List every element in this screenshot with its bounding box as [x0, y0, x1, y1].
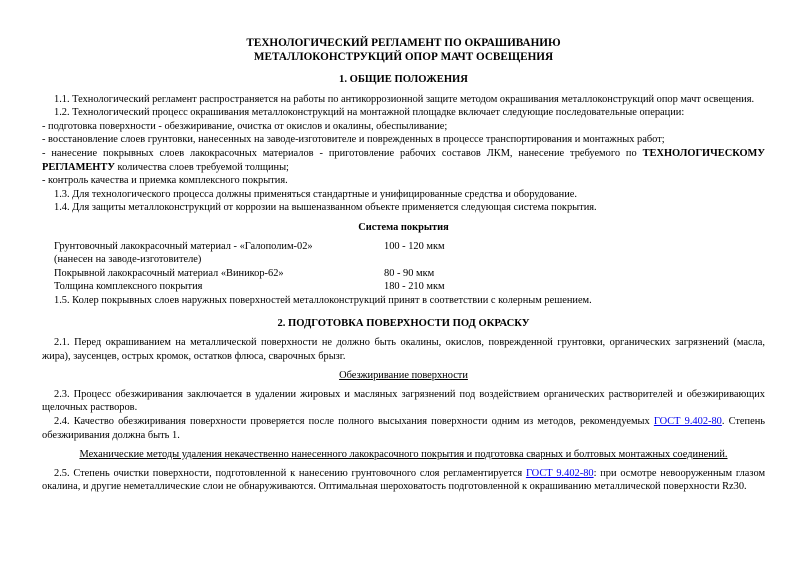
system-row-value: 100 - 120 мкм	[384, 240, 445, 252]
list-item-4: - контроль качества и приемка комплексного покрытия.	[42, 175, 288, 187]
system-row-name: Толщина комплексного покрытия	[54, 281, 203, 293]
list-item-3-bold: ТЕХНОЛОГИЧЕСКОМУ РЕГЛАМЕНТУ	[42, 147, 765, 173]
mechanical-methods-heading: Механические методы удаления некачественно нанесенного лакокрасочного покрытия и подготовка сварных и болтовых монтажных соединений.	[79, 449, 728, 461]
title-line-1: ТЕХНОЛОГИЧЕСКИЙ РЕГЛАМЕНТ ПО ОКРАШИВАНИЮ	[246, 37, 561, 49]
paragraph-2-1: 2.1. Перед окрашиванием на металлической поверхности не должно быть окалины, окислов, поврежденной грунтовки, органических загрязнений (масла, жира), заусенцев, острых кромок, остатков флюса, сварочных брызг.	[42, 337, 765, 362]
paragraph-2-4-text-b: . Степень обезжиривания должна быть 1.	[42, 416, 765, 441]
paragraph-2-5-text-a: 2.5. Степень очистки поверхности, подготовленной к нанесению грунтовочного слоя регламентируется	[54, 467, 526, 479]
system-row-value: 180 - 210 мкм	[384, 281, 445, 293]
degreasing-heading: Обезжиривание поверхности	[339, 370, 468, 382]
system-row-value	[384, 253, 544, 267]
system-row-name: Покрывной лакокрасочный материал «Виникор-62»	[54, 267, 284, 279]
gost-link[interactable]: ГОСТ 9.402-80	[525, 467, 594, 479]
system-heading: Система покрытия	[358, 221, 449, 233]
paragraph-2-3: 2.3. Процесс обезжиривания заключается в удалении жировых и масляных загрязнений под воздействием органических растворителей и обезжиривающих щелочных растворов.	[42, 388, 765, 414]
paragraph-2-4	[42, 415, 765, 442]
system-row-name: Грунтовочный лакокрасочный материал - «Галополим-02»	[54, 240, 313, 252]
document-title	[42, 36, 765, 64]
paragraph-1-5: 1.5. Колер покрывных слоев наружных поверхностей металлоконструкций принят в соответствии с колерным решением.	[54, 294, 592, 306]
list-item-2: - восстановление слоев грунтовки, нанесенных на заводе-изготовителе и поврежденных в процессе транспортирования и монтажных работ;	[42, 134, 665, 146]
paragraph-1-4: 1.4. Для защиты металлоконструкций от коррозии на вышеназванном объекте применяется следующая система покрытия.	[54, 202, 597, 214]
system-row-name: (нанесен на заводе-изготовителе)	[54, 254, 202, 266]
system-row-value: 80 - 90 мкм	[384, 267, 435, 279]
list-item-3-text-a: - нанесение покрывных слоев лакокрасочных материалов - приготовление рабочих составов ЛКМ, нанесение требуемого по	[42, 147, 643, 159]
gost-link[interactable]: ГОСТ 9.402-80	[653, 416, 722, 428]
title-line-2: МЕТАЛЛОКОНСТРУКЦИЙ ОПОР МАЧТ ОСВЕЩЕНИЯ	[253, 51, 554, 63]
paragraph-1-2: 1.2. Технологический процесс окрашивания металлоконструкций на монтажной площадке включает следующие последовательные операции:	[54, 107, 685, 119]
paragraph-2-5-text-b: : при осмотре невооруженным глазом окалина, и другие неметаллические слои не обнаруживаются. Оптимальная шероховатость подготовленной к окрашиванию металлической поверхности Rz30.	[42, 467, 766, 493]
list-item-3-text-b: количества слоев требуемой толщины;	[114, 161, 289, 173]
list-item-1: - подготовка поверхности - обезжиривание, очистка от окислов и окалины, обеспыливание;	[42, 120, 448, 132]
paragraph-1-3: 1.3. Для технологического процесса должны применяться стандартные и унифицированные средства и оборудование.	[54, 188, 577, 200]
coating-system-table	[54, 240, 765, 294]
paragraph-2-4-text-a: 2.4. Качество обезжиривания поверхности проверяется после полного высыхания поверхности одним из методов, рекомендуемых	[54, 416, 654, 428]
section-2-heading: 2. ПОДГОТОВКА ПОВЕРХНОСТИ ПОД ОКРАСКУ	[277, 317, 530, 329]
list-item-3	[42, 147, 765, 174]
paragraph-2-5	[42, 467, 765, 494]
section-1-heading: 1. ОБЩИЕ ПОЛОЖЕНИЯ	[339, 74, 468, 85]
paragraph-1-1: 1.1. Технологический регламент распространяется на работы по антикоррозионной защите методом окрашивания металлоконструкций опор мачт освещения.	[54, 93, 755, 105]
